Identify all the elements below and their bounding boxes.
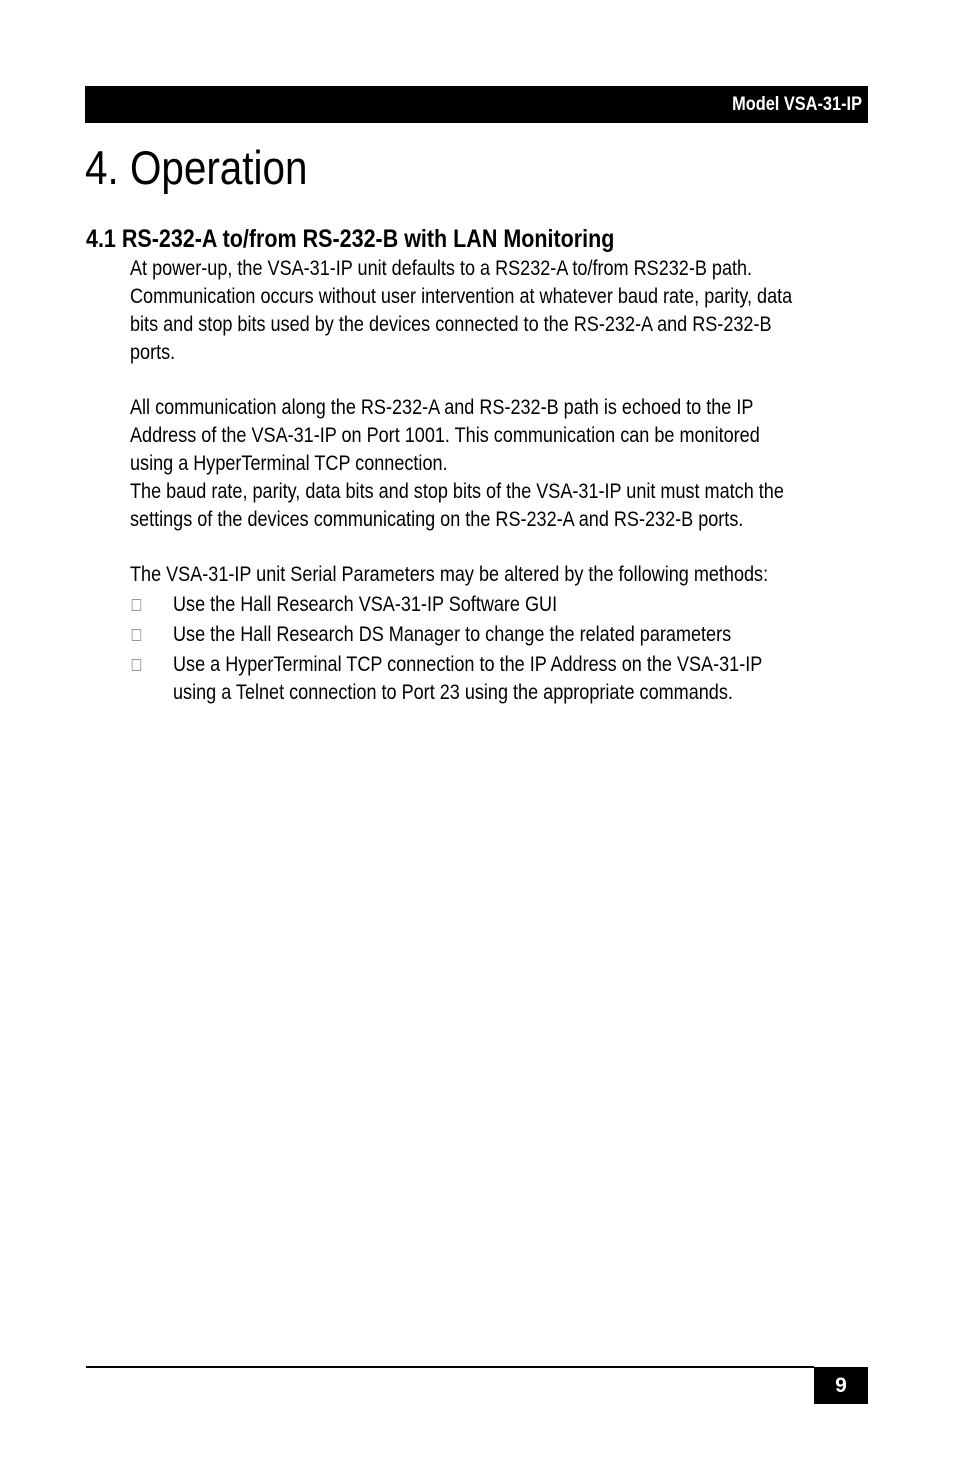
header-bar — [85, 86, 868, 123]
paragraph-line: Address of the VSA-31-IP on Port 1001. This communication can be monitored — [130, 424, 760, 447]
section-title: 4.1 RS-232-A to/from RS-232-B with LAN Monitoring — [86, 225, 615, 253]
paragraph-line: The baud rate, parity, data bits and stop bits of the VSA-31-IP unit must match the — [130, 480, 784, 503]
list-item — [130, 591, 861, 619]
list-item — [130, 621, 861, 649]
methods-list — [130, 591, 861, 707]
paragraph-line: At power-up, the VSA-31-IP unit defaults to a RS232-A to/from RS232-B path. — [130, 257, 753, 280]
paragraph-line: bits and stop bits used by the devices connected to the RS-232-A and RS-232-B — [130, 313, 772, 336]
paragraph-line: Communication occurs without user intervention at whatever baud rate, parity, data — [130, 285, 793, 308]
list-item-text: Use the Hall Research VSA-31-IP Software GUI — [173, 593, 558, 616]
paragraph-spacer — [130, 534, 861, 561]
paragraph-line: All communication along the RS-232-A and RS-232-B path is echoed to the IP — [130, 396, 754, 419]
model-label: Model VSA-31-IP — [732, 94, 862, 115]
list-item-text: Use the Hall Research DS Manager to change the related parameters — [173, 623, 732, 646]
chapter-title: 4. Operation — [85, 141, 308, 194]
list-item-text: Use a HyperTerminal TCP connection to the IP Address on the VSA-31-IP — [173, 653, 763, 676]
paragraph-spacer — [130, 367, 861, 394]
list-item-text: using a Telnet connection to Port 23 using the appropriate commands. — [173, 681, 733, 704]
paragraph-line: using a HyperTerminal TCP connection. — [130, 452, 448, 475]
bullet-box-icon — [132, 629, 141, 641]
section-body — [130, 255, 861, 707]
paragraph-line: ports. — [130, 341, 176, 364]
bullet-box-icon — [132, 599, 141, 611]
page-number: 9 — [814, 1367, 868, 1404]
paragraph-line: settings of the devices communicating on the RS-232-A and RS-232-B ports. — [130, 508, 744, 531]
footer-rule — [86, 1366, 814, 1368]
list-item — [130, 651, 861, 707]
bullet-box-icon — [132, 659, 141, 671]
paragraph-line: The VSA-31-IP unit Serial Parameters may be altered by the following methods: — [130, 563, 769, 586]
